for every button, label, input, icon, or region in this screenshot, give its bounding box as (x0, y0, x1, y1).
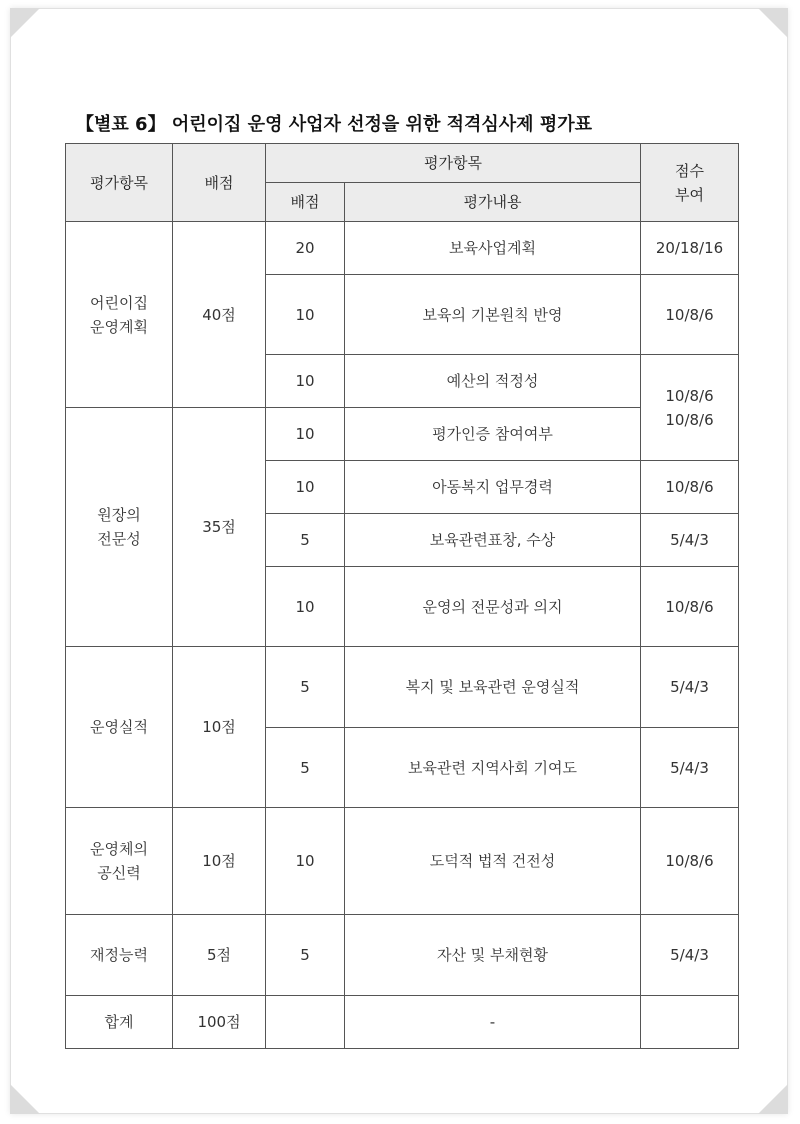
score-cell: 10/8/6 (641, 461, 739, 514)
item-cell (66, 408, 173, 647)
table-row (66, 808, 739, 915)
header-group: 평가항목 (266, 144, 641, 183)
sub-points-cell: 10 (266, 808, 345, 915)
table-row (66, 647, 739, 728)
score-cell: 5/4/3 (641, 514, 739, 567)
header-score-line2: 부여 (675, 185, 704, 204)
header-score (641, 144, 739, 222)
item-cell: 재정능력 (66, 915, 173, 996)
sub-points-cell: 10 (266, 355, 345, 408)
content-cell: 복지 및 보육관련 운영실적 (345, 647, 641, 728)
page-corner-top-right (758, 8, 788, 38)
page-corner-bottom-left (10, 1084, 40, 1114)
sub-points-cell: 20 (266, 222, 345, 275)
table-row (66, 408, 739, 461)
points-cell: 35점 (173, 408, 266, 647)
sub-points-cell: 5 (266, 915, 345, 996)
content-cell: 예산의 적정성 (345, 355, 641, 408)
header-points: 배점 (173, 144, 266, 222)
content-cell: 도덕적 법적 건전성 (345, 808, 641, 915)
sub-points-cell: 5 (266, 647, 345, 728)
total-sub-points (266, 996, 345, 1049)
score-cell: 20/18/16 (641, 222, 739, 275)
score-cell-merged (641, 355, 739, 461)
sub-points-cell: 5 (266, 728, 345, 808)
content-cell: 운영의 전문성과 의지 (345, 567, 641, 647)
score-cell: 5/4/3 (641, 728, 739, 808)
points-cell: 40점 (173, 222, 266, 408)
content-cell: 보육사업계획 (345, 222, 641, 275)
content-cell: 자산 및 부채현황 (345, 915, 641, 996)
total-label: 합계 (66, 996, 173, 1049)
page-corner-bottom-right (758, 1084, 788, 1114)
content-cell: 보육관련 지역사회 기여도 (345, 728, 641, 808)
points-cell: 5점 (173, 915, 266, 996)
item-line: 어린이집 (90, 293, 148, 312)
content-cell: 보육관련표창, 수상 (345, 514, 641, 567)
item-line: 전문성 (97, 530, 141, 548)
sub-points-cell: 5 (266, 514, 345, 567)
score-value: 10/8/6 (665, 386, 714, 405)
total-content: - (345, 996, 641, 1049)
score-cell: 5/4/3 (641, 647, 739, 728)
table-row (66, 222, 739, 275)
score-cell: 10/8/6 (641, 808, 739, 915)
title-text: 어린이집 운영 사업자 선정을 위한 적격심사제 평가표 (171, 114, 592, 135)
content-cell: 보육의 기본원칙 반영 (345, 275, 641, 355)
sub-points-cell: 10 (266, 408, 345, 461)
header-content: 평가내용 (345, 183, 641, 222)
header-sub-points: 배점 (266, 183, 345, 222)
points-cell: 10점 (173, 808, 266, 915)
item-line: 운영계획 (90, 317, 148, 336)
total-points: 100점 (173, 996, 266, 1049)
table-row (66, 915, 739, 996)
sub-points-cell: 10 (266, 275, 345, 355)
sub-points-cell: 10 (266, 567, 345, 647)
item-line: 공신력 (97, 864, 141, 882)
item-line: 원장의 (97, 506, 141, 524)
total-row (66, 996, 739, 1049)
item-line: 운영체의 (90, 840, 148, 858)
score-cell: 10/8/6 (641, 275, 739, 355)
page-corner-top-left (10, 8, 40, 38)
header-item: 평가항목 (66, 144, 173, 222)
item-cell: 운영실적 (66, 647, 173, 808)
score-value: 10/8/6 (665, 410, 714, 429)
total-score (641, 996, 739, 1049)
content-cell: 평가인증 참여여부 (345, 408, 641, 461)
appendix-label: 【별표 6】 (76, 114, 166, 135)
score-cell: 10/8/6 (641, 567, 739, 647)
item-cell (66, 808, 173, 915)
score-cell: 5/4/3 (641, 915, 739, 996)
document-title (76, 110, 592, 136)
sub-points-cell: 10 (266, 461, 345, 514)
item-cell (66, 222, 173, 408)
content-cell: 아동복지 업무경력 (345, 461, 641, 514)
header-score-line1: 점수 (675, 161, 704, 180)
evaluation-table (65, 143, 739, 1049)
points-cell: 10점 (173, 647, 266, 808)
